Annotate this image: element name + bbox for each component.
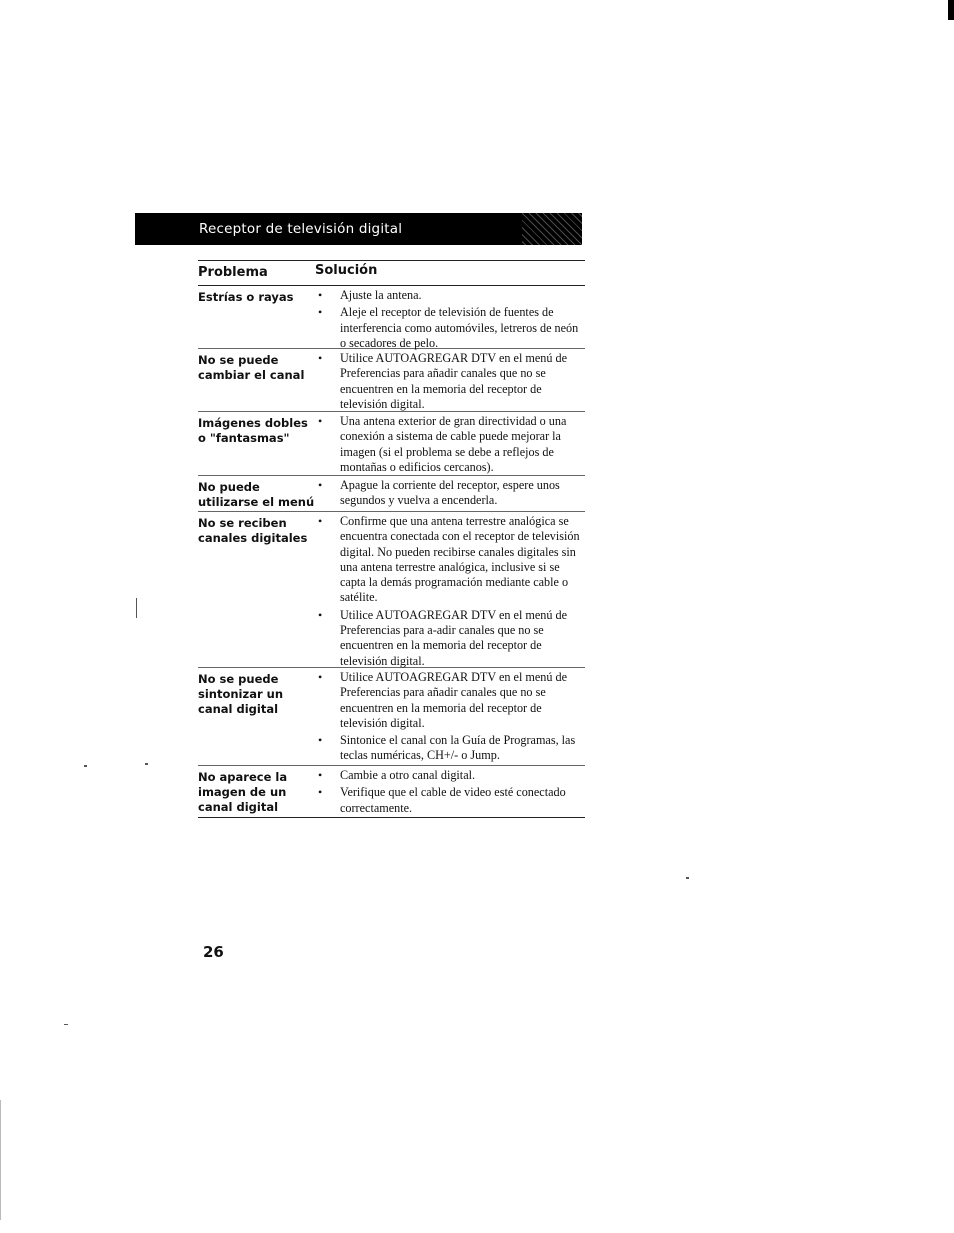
problem-cell: No puede utilizarse el menú — [198, 480, 315, 509]
solution-cell — [316, 288, 581, 353]
table-header — [198, 260, 585, 286]
solution-item — [316, 733, 581, 764]
solution-text: Cambie a otro canal digital. — [340, 768, 476, 782]
scan-speck — [686, 877, 689, 879]
section-title: Receptor de televisión digital — [199, 221, 403, 237]
problem-cell: Estrías o rayas — [198, 290, 294, 304]
solution-item — [316, 608, 581, 669]
table-row — [198, 286, 585, 349]
bullet-icon: • — [318, 785, 323, 800]
table-row — [198, 412, 585, 476]
solution-text: Utilice AUTOAGREGAR DTV en el menú de Preferencias para añadir canales que no se encuentren en la memoria del receptor de televisión digital. — [340, 351, 568, 411]
scan-speck — [145, 763, 148, 765]
solution-item — [316, 785, 581, 816]
troubleshooting-table — [198, 260, 585, 818]
solution-cell — [316, 768, 581, 818]
solution-text: Ajuste la antena. — [340, 288, 422, 302]
solution-cell — [316, 478, 581, 511]
bullet-icon: • — [318, 607, 323, 622]
solution-item — [316, 670, 581, 731]
table-row — [198, 349, 585, 412]
column-header-solution: Solución — [315, 263, 378, 278]
solution-cell — [316, 351, 581, 414]
scan-speck — [136, 598, 137, 618]
column-header-problem: Problema — [198, 265, 268, 280]
solution-text: Confirme que una antena terrestre analógica se encuentra conectada con el receptor de televisión digital. No pueden recibirse canales digitales sin una antena terrestre analógica, inclusive si se capta la demás programación mediante cable o satélite. — [340, 514, 580, 605]
scan-edge-line — [0, 1100, 1, 1220]
solution-item — [316, 414, 581, 475]
solution-item — [316, 305, 581, 351]
problem-cell: No se puede sintonizar un canal digital — [198, 672, 284, 716]
table-row — [198, 668, 585, 766]
solution-text: Verifique que el cable de video esté conectado correctamente. — [340, 785, 566, 815]
scan-speck — [84, 765, 87, 767]
solution-item — [316, 768, 581, 783]
problem-cell: Imágenes dobles o "fantasmas" — [198, 416, 308, 445]
section-header-bar — [135, 213, 582, 245]
solution-item — [316, 514, 581, 606]
table-row — [198, 766, 585, 818]
solution-cell — [316, 414, 581, 477]
bullet-icon: • — [318, 414, 323, 428]
bullet-icon: • — [318, 768, 323, 782]
header-scan-noise — [522, 213, 582, 245]
table-row — [198, 512, 585, 668]
solution-text: Sintonice el canal con la Guía de Programas, las teclas numéricas, CH+/- o Jump. — [340, 733, 576, 763]
problem-cell: No aparece la imagen de un canal digital — [198, 770, 288, 814]
solution-item — [316, 478, 581, 509]
problem-cell: No se puede cambiar el canal — [198, 353, 305, 382]
solution-text: Apague la corriente del receptor, espere unos segundos y vuelva a encenderla. — [340, 478, 560, 508]
page-number: 26 — [203, 943, 224, 961]
bullet-icon: • — [318, 478, 323, 492]
scan-edge-mark — [948, 0, 954, 20]
bullet-icon: • — [318, 351, 323, 365]
solution-text: Aleje el receptor de televisión de fuentes de interferencia como automóviles, letreros de neón o secadores de pelo. — [340, 305, 579, 350]
bullet-icon: • — [318, 288, 323, 302]
scan-speck — [64, 1024, 68, 1025]
solution-cell — [316, 514, 581, 671]
solution-text: Utilice AUTOAGREGAR DTV en el menú de Preferencias para a-adir canales que no se encuentren en la memoria del receptor de televisión digital. — [340, 607, 568, 668]
bullet-icon: • — [318, 733, 323, 748]
solution-text: Una antena exterior de gran directividad o una conexión a sistema de cable puede mejorar la imagen (si el problema se debe a reflejos de montañas o edificios cercanos). — [340, 414, 567, 474]
problem-cell: No se reciben canales digitales — [198, 516, 308, 545]
solution-cell — [316, 670, 581, 766]
bullet-icon: • — [318, 670, 323, 684]
solution-item — [316, 351, 581, 412]
table-row — [198, 476, 585, 512]
solution-text: Utilice AUTOAGREGAR DTV en el menú de Preferencias para añadir canales que no se encuentren en la memoria del receptor de televisión digital. — [340, 670, 568, 730]
bullet-icon: • — [318, 514, 323, 528]
solution-item — [316, 288, 581, 303]
bullet-icon: • — [318, 305, 323, 320]
